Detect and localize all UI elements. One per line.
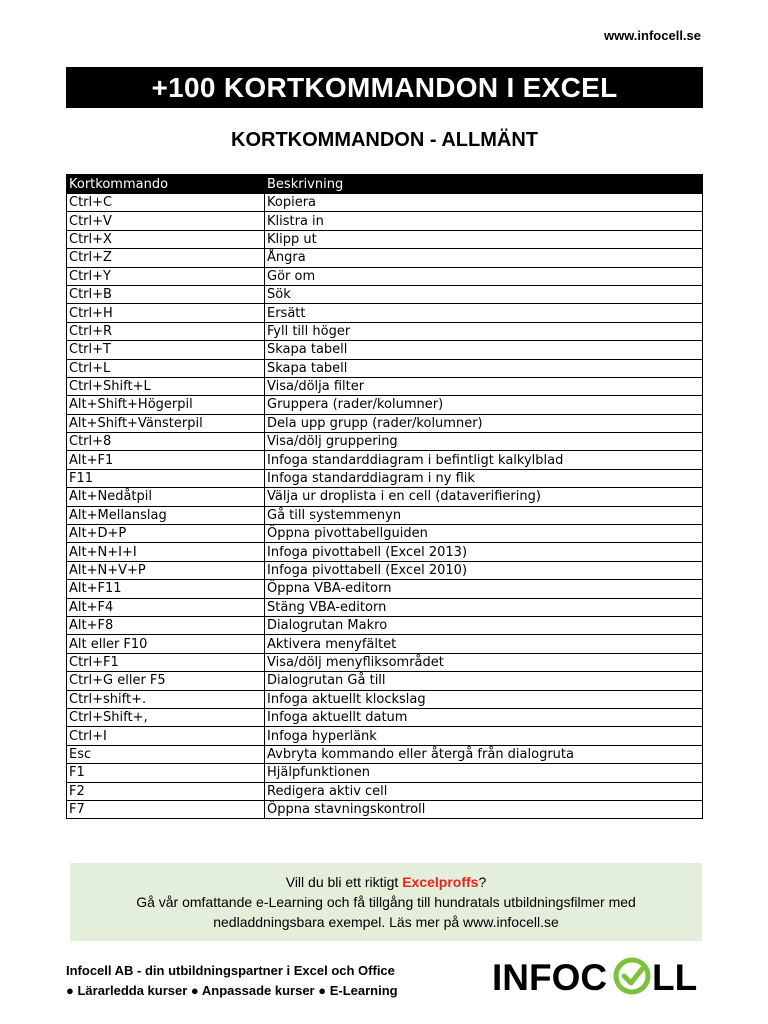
shortcut-cell: Alt+Shift+Högerpil — [67, 396, 265, 414]
table-row — [67, 727, 703, 745]
table-row — [67, 616, 703, 634]
table-row — [67, 267, 703, 285]
description-cell: Öppna stavningskontroll — [265, 800, 703, 818]
description-cell: Fyll till höger — [265, 322, 703, 340]
table-row — [67, 543, 703, 561]
shortcut-cell: Alt+F4 — [67, 598, 265, 616]
promo-highlight: Excelproffs — [402, 874, 479, 890]
table-row — [67, 635, 703, 653]
table-row — [67, 782, 703, 800]
shortcut-cell: Alt+Nedåtpil — [67, 488, 265, 506]
shortcut-cell: Ctrl+Y — [67, 267, 265, 285]
shortcut-cell: Ctrl+Z — [67, 249, 265, 267]
description-cell: Hjälpfunktionen — [265, 764, 703, 782]
table-row — [67, 249, 703, 267]
shortcut-cell: Esc — [67, 745, 265, 763]
shortcut-cell: Alt+Shift+Vänsterpil — [67, 414, 265, 432]
shortcut-cell: Alt+N+I+I — [67, 543, 265, 561]
table-row — [67, 304, 703, 322]
table-row — [67, 230, 703, 248]
shortcut-cell: F2 — [67, 782, 265, 800]
shortcut-cell: Ctrl+H — [67, 304, 265, 322]
shortcut-cell: Ctrl+Shift+, — [67, 708, 265, 726]
promo-box — [70, 863, 702, 941]
table-row — [67, 561, 703, 579]
shortcut-table — [66, 174, 703, 819]
footer-company: Infocell AB - din utbildningspartner i Excel och Office — [66, 963, 395, 978]
description-cell: Avbryta kommando eller återgå från dialogruta — [265, 745, 703, 763]
shortcut-cell: Ctrl+shift+. — [67, 690, 265, 708]
description-cell: Gå till systemmenyn — [265, 506, 703, 524]
shortcut-cell: Ctrl+C — [67, 194, 265, 212]
table-row — [67, 377, 703, 395]
description-cell: Visa/dölj gruppering — [265, 433, 703, 451]
page-title: +100 KORTKOMMANDON I EXCEL — [66, 67, 703, 108]
shortcut-cell: Ctrl+I — [67, 727, 265, 745]
description-cell: Klipp ut — [265, 230, 703, 248]
description-cell: Dela upp grupp (rader/kolumner) — [265, 414, 703, 432]
shortcut-cell: Alt+F11 — [67, 580, 265, 598]
table-row — [67, 506, 703, 524]
description-cell: Gör om — [265, 267, 703, 285]
description-cell: Visa/dölj menyfliksområdet — [265, 653, 703, 671]
promo-line-1 — [70, 872, 702, 892]
checkmark-circle-icon — [616, 960, 648, 992]
description-cell: Öppna VBA-editorn — [265, 580, 703, 598]
description-cell: Redigera aktiv cell — [265, 782, 703, 800]
description-cell: Gruppera (rader/kolumner) — [265, 396, 703, 414]
shortcut-cell: Ctrl+R — [67, 322, 265, 340]
column-header-shortcut: Kortkommando — [67, 175, 265, 194]
promo-line-3: nedladdningsbara exempel. Läs mer på www.infocell.se — [213, 914, 559, 930]
table-row — [67, 322, 703, 340]
table-header-row — [67, 175, 703, 194]
shortcut-cell: Alt+F8 — [67, 616, 265, 634]
table-row — [67, 451, 703, 469]
shortcut-cell: F1 — [67, 764, 265, 782]
logo-text-left: INFOC — [492, 957, 608, 998]
table-row — [67, 396, 703, 414]
shortcut-cell: Ctrl+Shift+L — [67, 377, 265, 395]
table-row — [67, 580, 703, 598]
table-row — [67, 708, 703, 726]
description-cell: Dialogrutan Gå till — [265, 672, 703, 690]
shortcut-cell: Alt+N+V+P — [67, 561, 265, 579]
description-cell: Ersätt — [265, 304, 703, 322]
shortcut-cell: Alt eller F10 — [67, 635, 265, 653]
table-row — [67, 433, 703, 451]
shortcut-cell: F7 — [67, 800, 265, 818]
table-row — [67, 690, 703, 708]
shortcut-cell: Ctrl+B — [67, 285, 265, 303]
footer-services: ● Lärarledda kurser ● Anpassade kurser ● E-Learning — [66, 983, 398, 998]
table-row — [67, 745, 703, 763]
footer-text — [66, 961, 398, 1001]
table-row — [67, 488, 703, 506]
shortcut-cell: Ctrl+L — [67, 359, 265, 377]
description-cell: Välja ur droplista i en cell (dataverifiering) — [265, 488, 703, 506]
description-cell: Dialogrutan Makro — [265, 616, 703, 634]
table-row — [67, 764, 703, 782]
shortcut-cell: Ctrl+8 — [67, 433, 265, 451]
infocell-logo — [492, 954, 702, 998]
shortcut-cell: Ctrl+X — [67, 230, 265, 248]
description-cell: Klistra in — [265, 212, 703, 230]
table-row — [67, 672, 703, 690]
table-row — [67, 285, 703, 303]
description-cell: Aktivera menyfältet — [265, 635, 703, 653]
shortcut-cell: Ctrl+T — [67, 341, 265, 359]
description-cell: Visa/dölja filter — [265, 377, 703, 395]
table-row — [67, 414, 703, 432]
table-row — [67, 341, 703, 359]
description-cell: Infoga standarddiagram i ny flik — [265, 469, 703, 487]
description-cell: Kopiera — [265, 194, 703, 212]
shortcut-cell: Ctrl+V — [67, 212, 265, 230]
table-row — [67, 194, 703, 212]
table-row — [67, 359, 703, 377]
logo-text-right: LL — [652, 957, 698, 998]
shortcut-cell: Alt+D+P — [67, 525, 265, 543]
description-cell: Infoga standarddiagram i befintligt kalkylblad — [265, 451, 703, 469]
description-cell: Stäng VBA-editorn — [265, 598, 703, 616]
table-row — [67, 800, 703, 818]
description-cell: Infoga aktuellt datum — [265, 708, 703, 726]
description-cell: Skapa tabell — [265, 341, 703, 359]
table-row — [67, 598, 703, 616]
promo-question-mark: ? — [478, 874, 487, 890]
shortcut-cell: Ctrl+G eller F5 — [67, 672, 265, 690]
description-cell: Ångra — [265, 249, 703, 267]
description-cell: Infoga pivottabell (Excel 2010) — [265, 561, 703, 579]
promo-line-2: Gå vår omfattande e-Learning och få tillgång till hundratals utbildningsfilmer med — [136, 894, 636, 910]
description-cell: Infoga pivottabell (Excel 2013) — [265, 543, 703, 561]
shortcut-cell: Alt+F1 — [67, 451, 265, 469]
promo-text: Vill du bli ett riktigt — [285, 874, 403, 890]
table-row — [67, 525, 703, 543]
header-url[interactable]: www.infocell.se — [603, 28, 701, 43]
description-cell: Sök — [265, 285, 703, 303]
shortcut-cell: Ctrl+F1 — [67, 653, 265, 671]
table-row — [67, 469, 703, 487]
table-row — [67, 212, 703, 230]
shortcut-cell: Alt+Mellanslag — [67, 506, 265, 524]
description-cell: Infoga hyperlänk — [265, 727, 703, 745]
description-cell: Infoga aktuellt klockslag — [265, 690, 703, 708]
description-cell: Skapa tabell — [265, 359, 703, 377]
description-cell: Öppna pivottabellguiden — [265, 525, 703, 543]
column-header-description: Beskrivning — [265, 175, 703, 194]
table-row — [67, 653, 703, 671]
shortcut-cell: F11 — [67, 469, 265, 487]
section-subtitle: KORTKOMMANDON - ALLMÄNT — [231, 129, 538, 151]
